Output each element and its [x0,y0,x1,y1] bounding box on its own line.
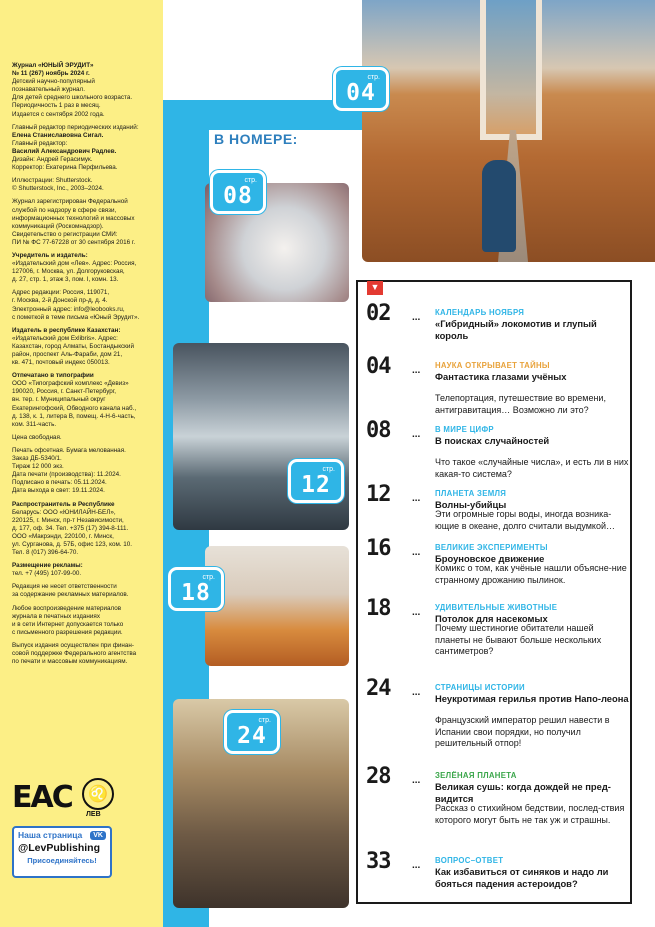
imprint-column [0,0,163,927]
entry-page-number: 04 [366,354,391,379]
entry-category: ПЛАНЕТА ЗЕМЛЯ [435,489,507,498]
imprint-line: Корректор: Екатерина Перфильева. [12,164,118,172]
imprint-line: Для детей среднего школьного возраста. [12,94,133,102]
entry-page-number: 08 [366,418,391,443]
entry-page-number: 18 [366,596,391,621]
imprint-line: вн. тер. г. Муниципальный округ [12,396,106,404]
contents-panel [356,280,632,904]
entry-description: Телепортация, путешествие во времени, антигравитация… Возможно ли это? [435,393,606,415]
imprint-header [12,62,157,119]
entry-title[interactable]: Как избавиться от синяков и надо ли бояться падения астероидов? [435,866,609,889]
entry-title[interactable]: Потолок для насекомых [435,613,548,624]
imprint-line: Свидетельство о регистрации СМИ: [12,230,118,238]
imprint-line: Главный редактор периодических изданий: [12,123,139,131]
entry-description: Почему шестиногие обитатели нашей планеты не бывают больше нескольких сантиметров? [435,623,602,656]
imprint-line: коммуникаций (Роскомнадзор). [12,222,104,230]
entry-title[interactable]: Броуновское движение [435,553,545,564]
imprint-line: с письменного разрешения редакции. [12,628,123,636]
entry-category: В МИРЕ ЦИФР [435,425,494,434]
imprint-line: д. 177, оф. 34. Тел. +375 (17) 394-8-111. [12,524,129,532]
imprint-line: Адрес редакции: Россия, 119071, [12,289,110,297]
entry-title[interactable]: В поисках случайностей [435,435,550,446]
entry-category: ВЕЛИКИЕ ЭКСПЕРИМЕНТЫ [435,543,548,552]
entry-description: Комикс о том, как учёные нашли объясне-ние странному дрожанию пылинок. [435,563,627,585]
imprint-ads [12,562,157,578]
vk-banner-label: Наша страница [18,830,83,840]
page-badge-08[interactable] [210,170,266,214]
imprint-line: познавательный журнал. [12,86,85,94]
imprint-line: Размещение рекламы: [12,562,83,570]
entry-dots: ... [412,607,421,618]
imprint-line: 127006, г. Москва, ул. Долгоруковская, [12,268,125,276]
entry-title[interactable]: Неукротимая герилья против Напо-леона [435,693,629,704]
imprint-line: «Издательский дом «Лев». Адрес: Россия, [12,260,137,268]
imprint-line: с пометкой в теме письма «Юный Эрудит». [12,313,140,321]
imprint-line: д. 27, стр. 1, этаж 3, пом. I, комн. 13. [12,276,119,284]
imprint-price [12,434,157,442]
imprint-line: и в сети Интернет допускается только [12,620,124,628]
badge-number: 24 [237,722,267,749]
imprint-line: ООО «Типографский комплекс «Девиз» [12,380,129,388]
person-silhouette [482,160,516,252]
entry-category: ВОПРОС–ОТВЕТ [435,856,504,865]
imprint-line: «Издательский дом Exlibris». Адрес: [12,334,118,342]
entry-description: Что такое «случайные числа», и есть ли в них какая-то система? [435,457,629,479]
imprint-line: Казахстан, город Алматы, Бостандыкский [12,342,134,350]
page-badge-24[interactable] [224,710,280,754]
badge-caption: стр. [202,573,215,581]
desert-door-photo [362,0,655,262]
vk-join-cta[interactable]: Присоединяйтесь! [27,856,97,865]
entry-title[interactable]: «Гибридный» локомотив и глупый король [435,318,597,341]
entry-title[interactable]: Великая сушь: когда дождей не пред-видится [435,781,611,804]
vk-page-banner[interactable] [12,826,112,878]
insects-photo [205,546,349,666]
imprint-line: по печати и массовым коммуникациям. [12,658,128,666]
imprint-print-info [12,447,157,496]
imprint-line: Выпуск издания осуществлен при финан- [12,641,134,649]
page-badge-18[interactable] [168,567,224,611]
imprint-line: Дата печати (производства): 11.2024. [12,471,121,479]
badge-number: 04 [346,79,376,106]
imprint-line: Дата выхода в свет: 19.11.2024. [12,487,105,495]
entry-dots: ... [412,429,421,440]
imprint-line: Беларусь: ООО «ЮНИЛАЙН-БЕЛ», [12,508,116,516]
imprint-line: Екатерингофский, Обводного канала наб., [12,404,137,412]
page-badge-12[interactable] [288,459,344,503]
imprint-line: Детский научно-популярный [12,78,95,86]
entry-dots: ... [412,312,421,323]
entry-category: УДИВИТЕЛЬНЫЕ ЖИВОТНЫЕ [435,603,558,612]
entry-page-number: 12 [366,482,391,507]
imprint-line: ком. 311-часть. [12,420,57,428]
imprint-belarus [12,501,157,558]
imprint-line: тел. +7 (495) 107-99-00. [12,570,82,578]
imprint-line: © Shutterstock, Inc., 2003–2024. [12,185,104,193]
entry-description: Рассказ о стихийном бедствии, послед-ствия которого могут быть не так уж и страшны. [435,803,625,825]
entry-page-number: 33 [366,849,391,874]
publisher-logo-label: ЛЕВ [86,811,101,818]
triangle-down-icon: ▼ [367,281,383,295]
badge-number: 08 [223,182,253,209]
imprint-line: Любое воспроизведение материалов [12,604,122,612]
entry-dots: ... [412,547,421,558]
badge-caption: стр. [244,176,257,184]
imprint-line: д. 138, к. 1, литера В, помещ. 4-Н-6-часть, [12,412,136,420]
imprint-email-line[interactable]: Электронный адрес: info@leobooks.ru, [12,305,125,313]
entry-page-number: 24 [366,676,391,701]
entry-dots: ... [412,687,421,698]
imprint-registration [12,198,157,247]
imprint-line: Заказ ДБ-5340/1. [12,455,62,463]
imprint-copyright [12,605,157,637]
imprint-line: Распространитель в Республике [12,500,115,508]
badge-number: 12 [301,471,331,498]
imprint-line: г. Москва, 2-й Донской пр-д, д. 4. [12,297,108,305]
entry-dots: ... [412,365,421,376]
imprint-line: журнала в печатных изданиях [12,612,100,620]
badge-caption: стр. [367,73,380,81]
imprint-line: Журнал зарегистрирован Федеральной [12,198,128,206]
badge-caption: стр. [258,716,271,724]
imprint-line: Елена Станиславовна Сигал. [12,131,104,139]
imprint-line: Отпечатано в типографии [12,372,94,380]
entry-dots: ... [412,775,421,786]
entry-category: КАЛЕНДАРЬ НОЯБРЯ [435,308,525,317]
vk-icon: VK [90,831,106,840]
imprint-support [12,642,157,666]
page-badge-04[interactable] [333,67,389,111]
imprint-founder [12,252,157,284]
issue-number: № 11 (267) ноябрь 2024 г. [12,70,90,78]
entry-page-number: 02 [366,301,391,326]
imprint-line: совой поддержке Федерального агентства [12,650,137,657]
entry-category: ЗЕЛЁНАЯ ПЛАНЕТА [435,771,517,780]
journal-name: Журнал «ЮНЫЙ ЭРУДИТ» [12,62,94,69]
door-frame-shape [480,0,542,140]
imprint-printed [12,372,157,429]
entry-category: НАУКА ОТКРЫВАЕТ ТАЙНЫ [435,361,550,370]
imprint-line: ПИ № ФС 77-67228 от 30 сентября 2016 г. [12,238,136,246]
entry-dots: ... [412,860,421,871]
imprint-line: службой по надзору в сфере связи, [12,206,117,214]
imprint-line: Василий Александрович Радлев. [12,147,117,155]
imprint-line: Учредитель и издатель: [12,251,88,259]
imprint-line: 220125, г. Минск, пр-т Независимости, [12,516,124,524]
entry-category: СТРАНИЦЫ ИСТОРИИ [435,683,525,692]
imprint-line: Издается с сентября 2002 года. [12,110,105,118]
entry-page-number: 16 [366,536,391,561]
imprint-line: Главный редактор: [12,139,68,147]
imprint-line: Цена свободная. [12,433,62,441]
eac-mark-logo: ЕАС [12,780,72,815]
imprint-line: Тел. 8 (017) 396-64-70. [12,549,79,557]
imprint-editorial [12,289,157,321]
imprint-line: ООО «Макрэнди, 220100, г. Минск, [12,532,114,540]
vk-banner-top [18,830,106,840]
lion-logo-icon: ♌ [82,778,114,810]
imprint-kazakhstan [12,327,157,367]
entry-dots: ... [412,493,421,504]
entry-title[interactable]: Волны-убийцы [435,499,507,510]
entry-page-number: 28 [366,764,391,789]
entry-title[interactable]: Фантастика глазами учёных [435,371,567,382]
imprint-line: Редакция не несет ответственности [12,583,117,591]
badge-number: 18 [181,579,211,606]
imprint-line: кв. 471, почтовый индекс 050013. [12,359,110,367]
imprint-line: за содержание рекламных материалов. [12,591,129,599]
imprint-illustrations [12,177,157,193]
imprint-line: ул. Сурганова, д. 57Б, офис 123, ком. 10. [12,540,133,548]
entry-description: Французский император решил навести в Испании свои порядки, но получил решительный отпор! [435,715,610,748]
imprint-line: 190020, Россия, г. Санкт-Петербург, [12,388,117,396]
badge-caption: стр. [322,465,335,473]
imprint-line: информационных технологий и массовых [12,214,135,222]
vk-handle[interactable]: @LevPublishing [18,842,100,854]
imprint-editors [12,124,157,173]
imprint-line: Подписано в печать: 05.11.2024. [12,479,107,487]
imprint-line: район, проспект Аль-Фараби, дом 21, [12,351,123,358]
imprint-line: Дизайн: Андрей Герасимук. [12,156,93,164]
imprint-line: Тираж 12 000 экз. [12,463,64,471]
imprint-line: Печать офсетная. Бумага мелованная. [12,446,126,454]
in-issue-heading: В НОМЕРЕ: [214,131,298,147]
entry-description: Эти огромные горы воды, иногда возника-ющие в океане, долго считали выдумкой… [435,509,615,531]
imprint-line: Издатель в республике Казахстан: [12,326,121,334]
imprint-line: Периодичность 1 раз в месяц. [12,102,101,110]
imprint-disclaimer [12,583,157,599]
imprint-line: Иллюстрации: Shutterstock. [12,177,93,185]
